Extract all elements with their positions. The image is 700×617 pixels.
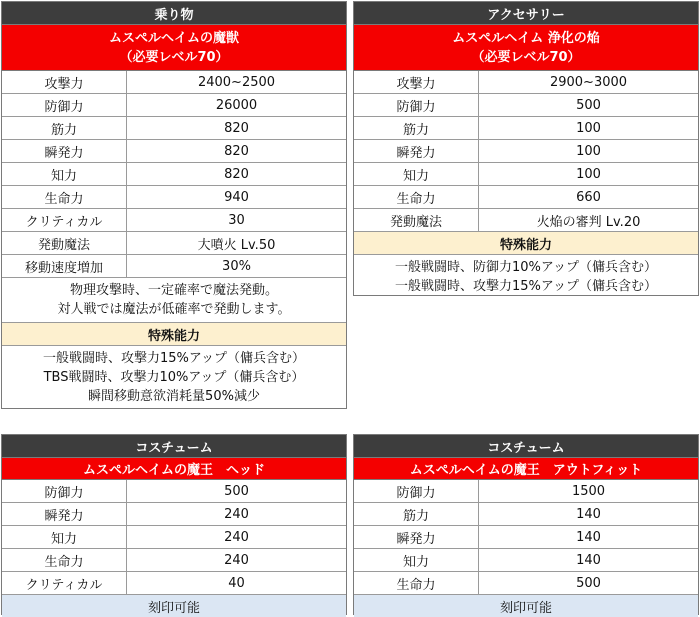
costume-outfit-stats-table xyxy=(354,480,698,595)
costume-head-panel xyxy=(1,434,347,615)
stat-value: 820 xyxy=(224,120,249,136)
stat-value: 30 xyxy=(228,212,245,228)
accessory-special-title: 特殊能力 xyxy=(354,232,698,255)
stat-key: 生命力 xyxy=(354,186,479,208)
stat-row xyxy=(2,94,346,117)
stat-key: 防御力 xyxy=(354,480,479,502)
special-line: 一般戦闘時、防御力10%アップ（傭兵含む） xyxy=(395,260,657,275)
stat-value: 30% xyxy=(222,258,251,274)
mount-item-title xyxy=(2,25,346,71)
mount-item-name: ムスペルヘイムの魔獣 xyxy=(108,30,239,46)
special-line: 一般戦闘時、攻撃力15%アップ（傭兵含む） xyxy=(43,351,305,366)
stat-value: 140 xyxy=(576,552,601,568)
stat-value: 40 xyxy=(228,575,245,591)
engrave-label: 刻印可能 xyxy=(2,595,346,617)
costume-head-item-name: ムスペルヘイムの魔王 ヘッド xyxy=(2,458,346,480)
stat-key: 防御力 xyxy=(354,94,479,116)
stat-row xyxy=(354,163,698,186)
stat-key: 生命力 xyxy=(354,572,479,594)
special-line: 瞬間移動意欲消耗量50%減少 xyxy=(88,389,260,404)
mount-note xyxy=(2,278,346,323)
stat-value: 500 xyxy=(576,97,601,113)
costume-outfit-item-name: ムスペルヘイムの魔王 アウトフィット xyxy=(354,458,698,480)
stat-value: 2400~2500 xyxy=(197,74,276,90)
stat-value: 26000 xyxy=(215,97,258,113)
costume-head-stats-table xyxy=(2,480,346,595)
mount-panel xyxy=(1,1,347,409)
mount-stats-table xyxy=(2,71,346,278)
accessory-item-title xyxy=(354,25,698,71)
stat-value: 820 xyxy=(224,143,249,159)
stat-value: 500 xyxy=(576,575,601,591)
stat-key: 筋力 xyxy=(2,117,127,139)
stat-key: 知力 xyxy=(354,163,479,185)
stat-key: 攻撃力 xyxy=(354,71,479,93)
stat-row xyxy=(354,549,698,572)
stat-row xyxy=(354,480,698,503)
stat-row xyxy=(2,255,346,278)
stat-row xyxy=(354,209,698,232)
stat-value: 940 xyxy=(224,189,249,205)
stat-key: 筋力 xyxy=(354,117,479,139)
mount-item-req: （必要レベル70） xyxy=(119,49,229,65)
engrave-label: 刻印可能 xyxy=(354,595,698,617)
stat-key: 瞬発力 xyxy=(2,140,127,162)
accessory-item-req: （必要レベル70） xyxy=(471,49,581,65)
stat-key: 防御力 xyxy=(2,480,127,502)
stat-value: 140 xyxy=(576,529,601,545)
stat-row xyxy=(2,209,346,232)
stat-row xyxy=(354,71,698,94)
note-line: 対人戦では魔法が低確率で発動します。 xyxy=(57,302,291,317)
stat-row xyxy=(2,232,346,255)
stat-value: 火焔の審判 Lv.20 xyxy=(536,214,641,230)
stat-value: 140 xyxy=(576,506,601,522)
stat-key: クリティカル xyxy=(2,209,127,231)
stat-key: 知力 xyxy=(2,526,127,548)
stat-row xyxy=(2,186,346,209)
stat-value: 大噴火 Lv.50 xyxy=(197,237,276,253)
stat-key: 瞬発力 xyxy=(354,526,479,548)
stat-key: 知力 xyxy=(354,549,479,571)
stat-row xyxy=(2,526,346,549)
stat-key: 筋力 xyxy=(354,503,479,525)
accessory-special-body xyxy=(354,255,698,299)
stat-key: 知力 xyxy=(2,163,127,185)
stat-value: 660 xyxy=(576,189,601,205)
stat-row xyxy=(2,480,346,503)
stat-row xyxy=(354,526,698,549)
stat-row xyxy=(2,163,346,186)
stat-row xyxy=(2,572,346,595)
stat-value: 2900~3000 xyxy=(549,74,628,90)
accessory-header: アクセサリー xyxy=(354,2,698,25)
stat-value: 100 xyxy=(576,120,601,136)
stat-row xyxy=(2,71,346,94)
stat-row xyxy=(2,549,346,572)
mount-header: 乗り物 xyxy=(2,2,346,25)
stat-value: 240 xyxy=(224,529,249,545)
stat-key: 生命力 xyxy=(2,549,127,571)
stat-value: 240 xyxy=(224,506,249,522)
stat-row xyxy=(354,117,698,140)
costume-head-header: コスチューム xyxy=(2,435,346,458)
costume-outfit-panel xyxy=(353,434,699,615)
stat-row xyxy=(354,503,698,526)
stat-key: 発動魔法 xyxy=(354,209,479,231)
special-line: TBS戦闘時、攻撃力10%アップ（傭兵含む） xyxy=(43,370,305,385)
stat-key: 生命力 xyxy=(2,186,127,208)
stat-key: 攻撃力 xyxy=(2,71,127,93)
stat-value: 500 xyxy=(224,483,249,499)
mount-special-body xyxy=(2,346,346,409)
stat-row xyxy=(354,186,698,209)
stat-row xyxy=(2,140,346,163)
costume-outfit-header: コスチューム xyxy=(354,435,698,458)
stat-value: 240 xyxy=(224,552,249,568)
stat-row xyxy=(354,94,698,117)
mount-special-title: 特殊能力 xyxy=(2,323,346,346)
stat-value: 100 xyxy=(576,166,601,182)
note-line: 物理攻撃時、一定確率で魔法発動。 xyxy=(69,283,278,298)
stat-key: クリティカル xyxy=(2,572,127,594)
stat-value: 820 xyxy=(224,166,249,182)
stat-value: 1500 xyxy=(571,483,606,499)
stat-key: 瞬発力 xyxy=(2,503,127,525)
stat-key: 防御力 xyxy=(2,94,127,116)
accessory-panel xyxy=(353,1,699,296)
stat-key: 移動速度増加 xyxy=(2,255,127,277)
stat-value: 100 xyxy=(576,143,601,159)
accessory-item-name: ムスペルヘイム 浄化の焔 xyxy=(452,30,600,46)
special-line: 一般戦闘時、攻撃力15%アップ（傭兵含む） xyxy=(395,279,657,294)
stat-row xyxy=(2,503,346,526)
stat-row xyxy=(354,140,698,163)
stat-row xyxy=(354,572,698,595)
accessory-stats-table xyxy=(354,71,698,232)
stat-row xyxy=(2,117,346,140)
stat-key: 瞬発力 xyxy=(354,140,479,162)
stat-key: 発動魔法 xyxy=(2,232,127,254)
